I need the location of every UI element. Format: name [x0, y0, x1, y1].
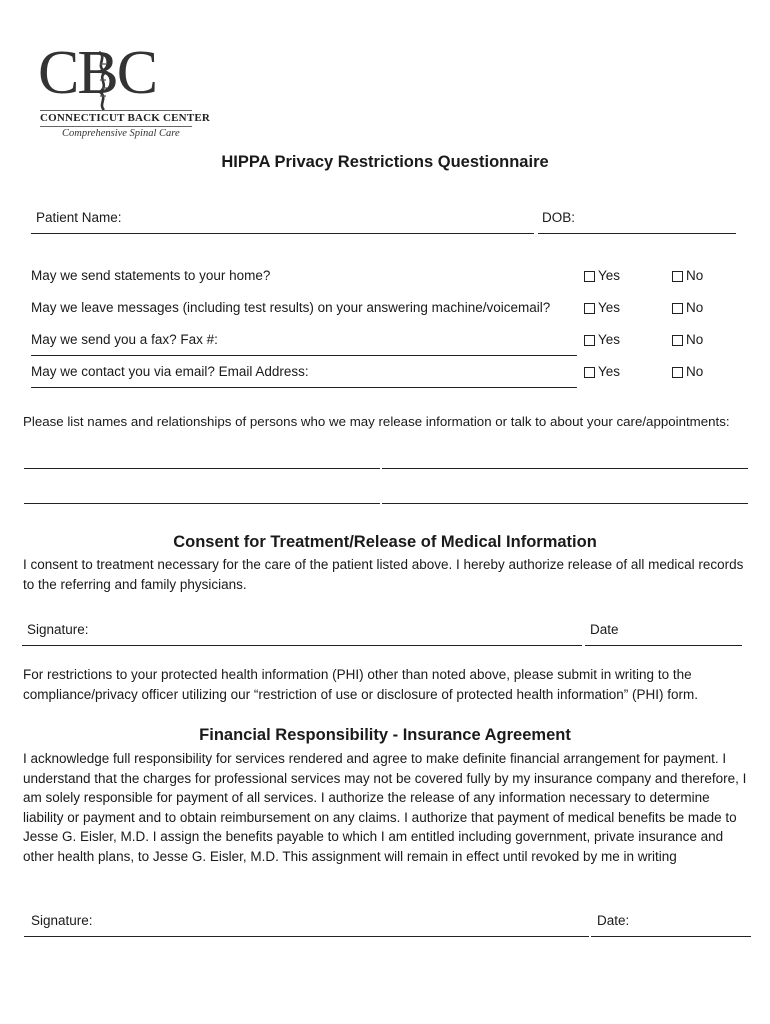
form-title: HIPPA Privacy Restrictions Questionnaire: [221, 153, 549, 171]
financial-heading: Financial Responsibility - Insurance Agreement: [199, 726, 571, 744]
consent-date-field[interactable]: [585, 645, 742, 646]
yes-checkbox[interactable]: [584, 271, 595, 282]
no-checkbox[interactable]: [672, 335, 683, 346]
logo-tagline: Comprehensive Spinal Care: [62, 128, 180, 139]
no-label: No: [686, 300, 704, 315]
yes-label: Yes: [598, 268, 621, 283]
no-label: No: [686, 268, 704, 283]
logo-divider: [40, 110, 192, 111]
consent-date-label: Date: [590, 622, 619, 637]
yes-label: Yes: [598, 332, 621, 347]
question-text: May we leave messages (including test results) on your answering machine/voicemail?: [31, 300, 551, 315]
no-checkbox[interactable]: [672, 303, 683, 314]
email-address-field[interactable]: [31, 387, 577, 388]
dob-field[interactable]: [538, 233, 736, 234]
yes-checkbox[interactable]: [584, 335, 595, 346]
question-text: May we contact you via email? Email Address:: [31, 364, 309, 379]
question-text: May we send statements to your home?: [31, 268, 271, 283]
release-line[interactable]: [24, 503, 380, 504]
release-line[interactable]: [382, 468, 748, 469]
phi-notice: For restrictions to your protected health information (PHI) other than noted above, please submit in writing to the compliance/privacy officer utilizing our “restriction of use or disclosure of protected health information” (PHI) form.: [23, 667, 699, 702]
financial-signature-label: Signature:: [31, 913, 93, 928]
financial-date-label: Date:: [597, 913, 630, 928]
consent-body: I consent to treatment necessary for the care of the patient listed above. I hereby authorize release of all medical records to the referring and family physicians.: [23, 557, 744, 592]
question-text: May we send you a fax? Fax #:: [31, 332, 218, 347]
release-line[interactable]: [24, 468, 380, 469]
release-line[interactable]: [382, 503, 748, 504]
release-prompt: Please list names and relationships of persons who we may release information or talk to about your care/appointments:: [23, 414, 730, 429]
no-checkbox[interactable]: [672, 271, 683, 282]
logo: [36, 39, 211, 144]
financial-signature-field[interactable]: [24, 936, 589, 937]
yes-checkbox[interactable]: [584, 367, 595, 378]
yes-label: Yes: [598, 300, 621, 315]
no-label: No: [686, 332, 704, 347]
consent-signature-label: Signature:: [27, 622, 89, 637]
consent-signature-field[interactable]: [22, 645, 582, 646]
financial-date-field[interactable]: [591, 936, 751, 937]
financial-body: I acknowledge full responsibility for services rendered and agree to make definite financial arrangement for payment. I understand that the charges for professional services may not be covered fully by my insurance company and therefore, I am solely responsible for payment of all services. I authorize the release of any information necessary to determine liability or payment and to obtain reimbursement on any claims. I authorize that payment of medical benefits be made to Jesse G. Eisler, M.D. I assign the benefits payable to which I am entitled including government, private insurance and other health plans, to Jesse G. Eisler, M.D. This assignment will remain in effect until revoked by me in writing: [23, 751, 747, 864]
consent-heading: Consent for Treatment/Release of Medical Information: [173, 533, 597, 551]
patient-name-label: Patient Name:: [36, 210, 122, 225]
yes-checkbox[interactable]: [584, 303, 595, 314]
logo-letters: CBC: [38, 39, 157, 107]
no-label: No: [686, 364, 704, 379]
logo-divider: [40, 126, 192, 127]
patient-name-field[interactable]: [31, 233, 534, 234]
dob-label: DOB:: [542, 210, 576, 225]
logo-name: CONNECTICUT BACK CENTER: [40, 112, 211, 124]
fax-number-field[interactable]: [31, 355, 577, 356]
no-checkbox[interactable]: [672, 367, 683, 378]
yes-label: Yes: [598, 364, 621, 379]
